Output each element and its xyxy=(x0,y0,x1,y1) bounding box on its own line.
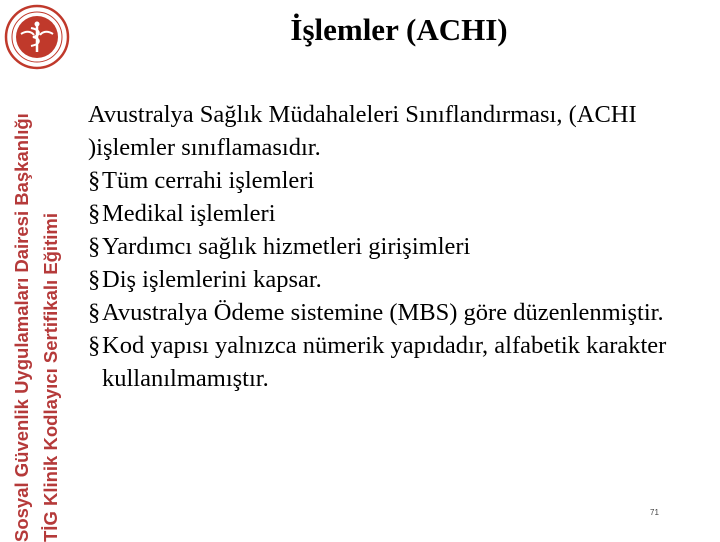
bullet-list xyxy=(88,164,688,395)
bullet-marker: § xyxy=(88,332,101,359)
organization-line: Sosyal Güvenlik Uygulamaları Dairesi Başkanlığı xyxy=(11,113,32,542)
bullet-text: Diş işlemlerini kapsar. xyxy=(102,266,322,293)
ministry-logo xyxy=(4,4,70,70)
list-item xyxy=(88,296,688,329)
bullet-text: Tüm cerrahi işlemleri xyxy=(102,167,315,194)
bullet-marker: § xyxy=(88,266,101,293)
bullet-text: Medikal işlemleri xyxy=(102,200,276,227)
intro-text: Avustralya Sağlık Müdahaleleri Sınıflandırması, (ACHI )işlemler sınıflamasıdır. xyxy=(88,101,637,161)
page-number: 71 xyxy=(650,508,659,517)
slide-body xyxy=(88,98,688,395)
organization-label xyxy=(7,82,71,542)
list-item xyxy=(88,164,688,197)
bullet-marker: § xyxy=(88,200,101,227)
bullet-marker: § xyxy=(88,167,101,194)
bullet-marker: § xyxy=(88,299,101,326)
bullet-text: Yardımcı sağlık hizmetleri girişimleri xyxy=(102,233,471,260)
training-line: TİG Klinik Kodlayıcı Sertifikalı Eğitimi xyxy=(40,213,61,542)
slide-title: İşlemler (ACHI) xyxy=(290,12,508,47)
list-item xyxy=(88,197,688,230)
bullet-text: Kod yapısı yalnızca nümerik yapıdadır, alfabetik karakter kullanılmamıştır. xyxy=(102,332,667,392)
list-item xyxy=(88,230,688,263)
bullet-text: Avustralya Ödeme sistemine (MBS) göre düzenlenmiştir. xyxy=(102,299,664,326)
sidebar-banner xyxy=(0,0,78,540)
bullet-marker: § xyxy=(88,233,101,260)
list-item xyxy=(88,329,688,395)
list-item xyxy=(88,263,688,296)
